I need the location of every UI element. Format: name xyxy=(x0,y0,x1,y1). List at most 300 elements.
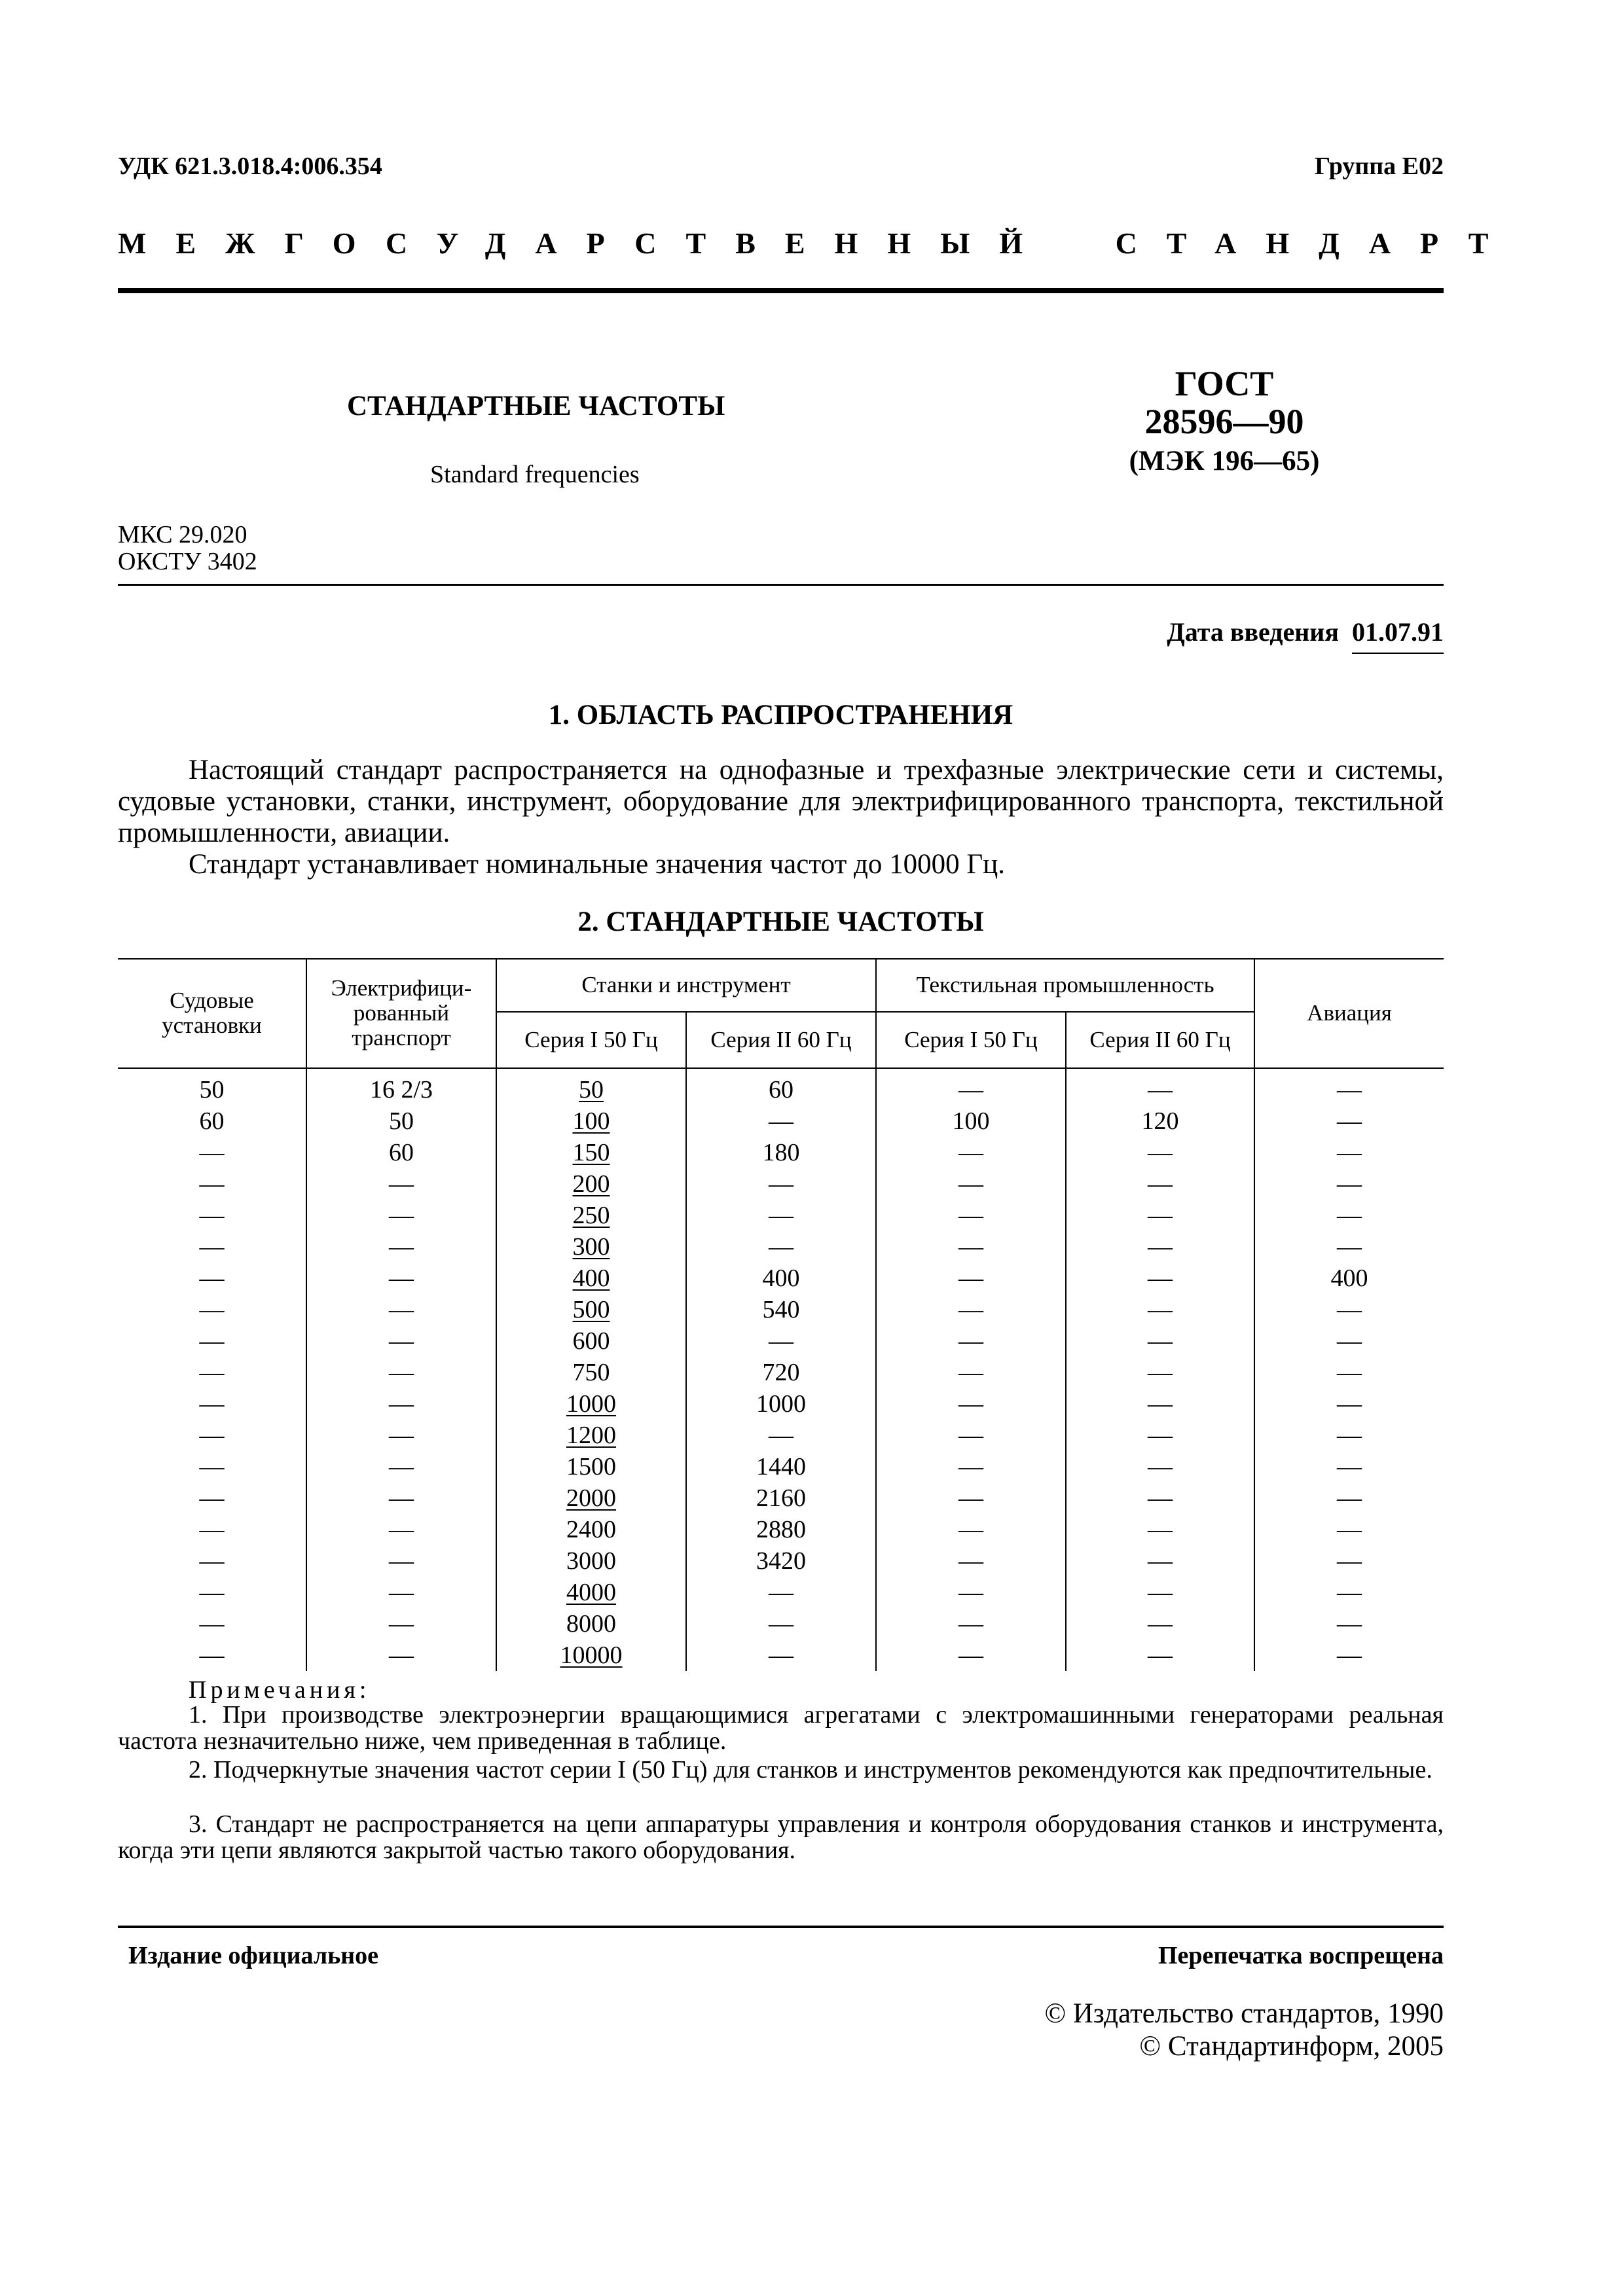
cell-machines-series1 xyxy=(496,1545,686,1577)
cell-value: 16 2/3 xyxy=(369,1076,433,1103)
table-row xyxy=(118,1294,1444,1325)
cell-transport xyxy=(306,1200,496,1231)
cell-value: — xyxy=(958,1076,983,1103)
cell-value: 150 xyxy=(572,1139,610,1166)
cell-value: — xyxy=(389,1233,414,1261)
cell-machines-series2 xyxy=(686,1388,876,1420)
cell-transport xyxy=(306,1451,496,1482)
cell-transport xyxy=(306,1294,496,1325)
cell-value: — xyxy=(958,1327,983,1355)
cell-machines-series2 xyxy=(686,1105,876,1137)
cell-machines-series1 xyxy=(496,1200,686,1231)
table-row xyxy=(118,1263,1444,1294)
cell-value: — xyxy=(389,1390,414,1418)
cell-textile-series1 xyxy=(876,1514,1066,1545)
header-ship: Судовые установки xyxy=(118,959,306,1068)
cell-textile-series1 xyxy=(876,1420,1066,1451)
cell-ship xyxy=(118,1105,306,1137)
cell-value: — xyxy=(1337,1547,1362,1575)
cell-value: 1440 xyxy=(756,1453,806,1480)
cell-value: 250 xyxy=(572,1202,610,1229)
cell-value: 180 xyxy=(762,1139,800,1166)
cell-textile-series2 xyxy=(1066,1388,1254,1420)
cell-textile-series1 xyxy=(876,1231,1066,1263)
top-thick-rule xyxy=(118,288,1444,293)
cell-ship xyxy=(118,1068,306,1105)
cell-value: — xyxy=(1337,1107,1362,1135)
section2-heading: 2. СТАНДАРТНЫЕ ЧАСТОТЫ xyxy=(577,906,984,937)
cell-value: — xyxy=(199,1516,225,1543)
cell-value: — xyxy=(199,1641,225,1669)
cell-value: 500 xyxy=(572,1296,610,1323)
cell-value: — xyxy=(389,1422,414,1449)
cell-ship xyxy=(118,1388,306,1420)
cell-textile-series2 xyxy=(1066,1577,1254,1608)
cell-value: 540 xyxy=(762,1296,800,1323)
cell-aviation xyxy=(1254,1231,1444,1263)
cell-value: 60 xyxy=(199,1107,225,1135)
note-3: 3. Стандарт не распространяется на цепи аппаратуры управления и контроля оборудования станков и инструмента, когда эти цепи являются закрытой частью такого оборудования. xyxy=(118,1810,1444,1864)
cell-value: 50 xyxy=(389,1107,414,1135)
cell-value: 2000 xyxy=(566,1484,616,1512)
cell-value: — xyxy=(1337,1579,1362,1606)
header-textile-series2: Серия II 60 Гц xyxy=(1066,1012,1254,1068)
table-row xyxy=(118,1105,1444,1137)
cell-aviation xyxy=(1254,1514,1444,1545)
cell-value: — xyxy=(1148,1453,1173,1480)
cell-value: — xyxy=(1148,1547,1173,1575)
cell-machines-series2 xyxy=(686,1168,876,1200)
cell-transport xyxy=(306,1068,496,1105)
cell-machines-series2 xyxy=(686,1545,876,1577)
cell-transport xyxy=(306,1105,496,1137)
cell-machines-series2 xyxy=(686,1482,876,1514)
cell-value: — xyxy=(769,1422,793,1449)
cell-value: 200 xyxy=(572,1170,610,1198)
cell-value: — xyxy=(769,1170,793,1198)
cell-value: 100 xyxy=(952,1107,990,1135)
table-row xyxy=(118,1388,1444,1420)
cell-value: 2400 xyxy=(566,1516,616,1543)
cell-transport xyxy=(306,1168,496,1200)
table-row xyxy=(118,1482,1444,1514)
cell-textile-series1 xyxy=(876,1325,1066,1357)
cell-aviation xyxy=(1254,1325,1444,1357)
cell-aviation xyxy=(1254,1420,1444,1451)
cell-textile-series2 xyxy=(1066,1294,1254,1325)
cell-transport xyxy=(306,1263,496,1294)
cell-machines-series1 xyxy=(496,1105,686,1137)
cell-textile-series2 xyxy=(1066,1608,1254,1640)
cell-value: — xyxy=(1148,1139,1173,1166)
cell-aviation xyxy=(1254,1545,1444,1577)
cell-ship xyxy=(118,1545,306,1577)
cell-value: — xyxy=(1148,1390,1173,1418)
cell-machines-series1 xyxy=(496,1263,686,1294)
cell-value: — xyxy=(1148,1076,1173,1103)
cell-value: 400 xyxy=(762,1265,800,1292)
cell-textile-series1 xyxy=(876,1263,1066,1294)
cell-textile-series1 xyxy=(876,1200,1066,1231)
cell-value: — xyxy=(1337,1139,1362,1166)
cell-aviation xyxy=(1254,1577,1444,1608)
cell-textile-series2 xyxy=(1066,1263,1254,1294)
okstu-code: ОКСТУ 3402 xyxy=(118,548,257,575)
header-machines-series1: Серия I 50 Гц xyxy=(496,1012,686,1068)
cell-aviation xyxy=(1254,1451,1444,1482)
cell-value: — xyxy=(1337,1453,1362,1480)
cell-value: — xyxy=(958,1547,983,1575)
cell-textile-series1 xyxy=(876,1388,1066,1420)
table-row xyxy=(118,1577,1444,1608)
cell-value: 2880 xyxy=(756,1516,806,1543)
cell-ship xyxy=(118,1577,306,1608)
cell-machines-series1 xyxy=(496,1294,686,1325)
cell-value: 2160 xyxy=(756,1484,806,1512)
cell-textile-series1 xyxy=(876,1137,1066,1168)
cell-value: — xyxy=(958,1453,983,1480)
cell-value: — xyxy=(769,1202,793,1229)
cell-machines-series2 xyxy=(686,1263,876,1294)
cell-value: — xyxy=(1148,1422,1173,1449)
cell-ship xyxy=(118,1420,306,1451)
cell-machines-series2 xyxy=(686,1068,876,1105)
cell-value: — xyxy=(1337,1076,1362,1103)
table-row xyxy=(118,1168,1444,1200)
cell-value: — xyxy=(199,1422,225,1449)
official-edition: Издание официальное xyxy=(128,1942,379,1969)
intro-date-value: 01.07.91 xyxy=(1352,617,1444,654)
cell-machines-series1 xyxy=(496,1577,686,1608)
cell-machines-series1 xyxy=(496,1482,686,1514)
header-machines: Станки и инструмент xyxy=(496,959,876,1012)
cell-value: 1500 xyxy=(566,1453,616,1480)
cell-value: — xyxy=(389,1202,414,1229)
cell-value: — xyxy=(958,1390,983,1418)
cell-textile-series2 xyxy=(1066,1420,1254,1451)
cell-value: — xyxy=(199,1547,225,1575)
cell-ship xyxy=(118,1263,306,1294)
cell-value: 720 xyxy=(762,1359,800,1386)
cell-value: — xyxy=(1337,1359,1362,1386)
cell-value: 750 xyxy=(572,1359,610,1386)
cell-value: — xyxy=(958,1139,983,1166)
frequency-table-body xyxy=(118,1068,1444,1671)
cell-value: — xyxy=(389,1547,414,1575)
cell-value: — xyxy=(958,1641,983,1669)
header-machines-series2: Серия II 60 Гц xyxy=(686,1012,876,1068)
cell-transport xyxy=(306,1137,496,1168)
table-row xyxy=(118,1451,1444,1482)
cell-textile-series2 xyxy=(1066,1640,1254,1671)
cell-value: 60 xyxy=(769,1076,793,1103)
cell-transport xyxy=(306,1577,496,1608)
cell-textile-series2 xyxy=(1066,1231,1254,1263)
cell-machines-series2 xyxy=(686,1420,876,1451)
iec-reference: (МЭК 196—65) xyxy=(1129,446,1320,476)
cell-value: — xyxy=(769,1610,793,1638)
cell-value: 10000 xyxy=(560,1641,623,1669)
cell-value: 1200 xyxy=(566,1422,616,1449)
cell-value: — xyxy=(199,1359,225,1386)
cell-aviation xyxy=(1254,1068,1444,1105)
cell-ship xyxy=(118,1514,306,1545)
cell-machines-series2 xyxy=(686,1451,876,1482)
cell-value: — xyxy=(389,1610,414,1638)
cell-machines-series1 xyxy=(496,1137,686,1168)
cell-value: — xyxy=(199,1610,225,1638)
cell-value: — xyxy=(1337,1641,1362,1669)
cell-value: — xyxy=(769,1107,793,1135)
cell-transport xyxy=(306,1608,496,1640)
cell-value: — xyxy=(769,1233,793,1261)
cell-value: — xyxy=(1148,1579,1173,1606)
table-row xyxy=(118,1137,1444,1168)
table-row xyxy=(118,1231,1444,1263)
cell-value: 50 xyxy=(579,1076,604,1103)
table-row xyxy=(118,1200,1444,1231)
cell-value: — xyxy=(389,1327,414,1355)
table-row xyxy=(118,1545,1444,1577)
cell-value: — xyxy=(958,1579,983,1606)
cell-value: — xyxy=(769,1641,793,1669)
cell-value: — xyxy=(1148,1202,1173,1229)
cell-aviation xyxy=(1254,1640,1444,1671)
cell-value: 400 xyxy=(1330,1265,1368,1292)
cell-value: — xyxy=(958,1265,983,1292)
cell-value: 300 xyxy=(572,1233,610,1261)
cell-value: 8000 xyxy=(566,1610,616,1638)
intro-date xyxy=(1167,617,1444,654)
document-title-english: Standard frequencies xyxy=(430,461,640,488)
cell-ship xyxy=(118,1137,306,1168)
section1-heading: 1. ОБЛАСТЬ РАСПРОСТРАНЕНИЯ xyxy=(548,700,1013,730)
cell-value: 3000 xyxy=(566,1547,616,1575)
cell-textile-series2 xyxy=(1066,1105,1254,1137)
cell-textile-series2 xyxy=(1066,1482,1254,1514)
table-row xyxy=(118,1357,1444,1388)
cell-ship xyxy=(118,1325,306,1357)
cell-aviation xyxy=(1254,1357,1444,1388)
cell-value: — xyxy=(1337,1233,1362,1261)
cell-aviation xyxy=(1254,1168,1444,1200)
cell-aviation xyxy=(1254,1137,1444,1168)
cell-value: — xyxy=(1337,1610,1362,1638)
header-aviation: Авиация xyxy=(1254,959,1444,1068)
cell-value: — xyxy=(958,1202,983,1229)
cell-textile-series1 xyxy=(876,1482,1066,1514)
gost-number: 28596—90 xyxy=(1144,402,1304,441)
cell-machines-series2 xyxy=(686,1640,876,1671)
group-code: Группа Е02 xyxy=(1314,152,1444,180)
udk-code: УДК 621.3.018.4:006.354 xyxy=(118,152,382,180)
cell-value: — xyxy=(1148,1516,1173,1543)
cell-value: — xyxy=(199,1296,225,1323)
table-row xyxy=(118,1420,1444,1451)
cell-value: — xyxy=(389,1170,414,1198)
cell-value: 400 xyxy=(572,1265,610,1292)
cell-value: — xyxy=(769,1327,793,1355)
cell-value: 1000 xyxy=(566,1390,616,1418)
cell-textile-series2 xyxy=(1066,1451,1254,1482)
cell-transport xyxy=(306,1325,496,1357)
cell-transport xyxy=(306,1388,496,1420)
cell-value: — xyxy=(769,1579,793,1606)
cell-value: — xyxy=(1337,1202,1362,1229)
cell-transport xyxy=(306,1357,496,1388)
cell-value: — xyxy=(958,1484,983,1512)
cell-aviation xyxy=(1254,1200,1444,1231)
cell-machines-series1 xyxy=(496,1068,686,1105)
cell-textile-series2 xyxy=(1066,1168,1254,1200)
cell-transport xyxy=(306,1231,496,1263)
cell-machines-series1 xyxy=(496,1325,686,1357)
cell-value: — xyxy=(1337,1170,1362,1198)
cell-textile-series1 xyxy=(876,1357,1066,1388)
cell-value: — xyxy=(1337,1390,1362,1418)
cell-value: — xyxy=(199,1139,225,1166)
cell-value: — xyxy=(389,1453,414,1480)
cell-value: — xyxy=(199,1327,225,1355)
cell-ship xyxy=(118,1294,306,1325)
cell-value: — xyxy=(199,1233,225,1261)
cell-value: — xyxy=(389,1265,414,1292)
cell-value: — xyxy=(199,1170,225,1198)
cell-machines-series1 xyxy=(496,1388,686,1420)
cell-value: — xyxy=(389,1296,414,1323)
cell-textile-series1 xyxy=(876,1608,1066,1640)
cell-value: 1000 xyxy=(756,1390,806,1418)
copyright-2005: © Стандартинформ, 2005 xyxy=(1139,2031,1444,2062)
cell-aviation xyxy=(1254,1263,1444,1294)
cell-textile-series1 xyxy=(876,1640,1066,1671)
cell-textile-series2 xyxy=(1066,1137,1254,1168)
cell-machines-series2 xyxy=(686,1577,876,1608)
cell-machines-series1 xyxy=(496,1420,686,1451)
cell-value: — xyxy=(1148,1170,1173,1198)
cell-aviation xyxy=(1254,1608,1444,1640)
table-row xyxy=(118,1640,1444,1671)
cell-value: — xyxy=(1337,1327,1362,1355)
cell-ship xyxy=(118,1451,306,1482)
cell-textile-series2 xyxy=(1066,1068,1254,1105)
cell-textile-series2 xyxy=(1066,1545,1254,1577)
table-row xyxy=(118,1325,1444,1357)
section1-paragraph1: Настоящий стандарт распространяется на однофазные и трехфазные электрические сети и системы, судовые установки, станки, инструмент, оборудование для электрифицированного транспорта, текстильной промышленности, авиации. xyxy=(118,755,1444,848)
table-row xyxy=(118,1068,1444,1105)
cell-machines-series2 xyxy=(686,1200,876,1231)
notes-title: Примечания: xyxy=(189,1676,371,1704)
footer-rule xyxy=(118,1926,1444,1928)
cell-textile-series1 xyxy=(876,1168,1066,1200)
note-1: 1. При производстве электроэнергии вращающимися агрегатами с электромашинными генераторами реальная частота незначительно ниже, чем приведенная в таблице. xyxy=(118,1701,1444,1755)
cell-textile-series1 xyxy=(876,1545,1066,1577)
section1-paragraph2: Стандарт устанавливает номинальные значения частот до 10000 Гц. xyxy=(189,849,1006,880)
cell-textile-series2 xyxy=(1066,1357,1254,1388)
cell-textile-series1 xyxy=(876,1068,1066,1105)
cell-value: — xyxy=(1148,1484,1173,1512)
cell-value: — xyxy=(389,1484,414,1512)
cell-value: 3420 xyxy=(756,1547,806,1575)
cell-ship xyxy=(118,1482,306,1514)
cell-aviation xyxy=(1254,1294,1444,1325)
cell-transport xyxy=(306,1514,496,1545)
header-textile-series1: Серия I 50 Гц xyxy=(876,1012,1066,1068)
cell-value: — xyxy=(1337,1516,1362,1543)
cell-machines-series1 xyxy=(496,1231,686,1263)
cell-textile-series2 xyxy=(1066,1325,1254,1357)
table-row xyxy=(118,1514,1444,1545)
cell-machines-series2 xyxy=(686,1137,876,1168)
cell-value: — xyxy=(1148,1265,1173,1292)
cell-textile-series1 xyxy=(876,1577,1066,1608)
header-textile: Текстильная промышленность xyxy=(876,959,1254,1012)
cell-machines-series1 xyxy=(496,1608,686,1640)
cell-value: 60 xyxy=(389,1139,414,1166)
cell-value: — xyxy=(1337,1484,1362,1512)
cell-value: — xyxy=(1337,1422,1362,1449)
cell-value: — xyxy=(958,1233,983,1261)
frequency-table xyxy=(118,959,1444,1671)
cell-machines-series2 xyxy=(686,1608,876,1640)
cell-machines-series2 xyxy=(686,1514,876,1545)
note-2: 2. Подчеркнутые значения частот серии I (50 Гц) для станков и инструментов рекомендуются как предпочтительные. xyxy=(189,1756,1432,1784)
cell-value: — xyxy=(389,1641,414,1669)
cell-machines-series1 xyxy=(496,1514,686,1545)
cell-ship xyxy=(118,1231,306,1263)
cell-machines-series2 xyxy=(686,1231,876,1263)
cell-transport xyxy=(306,1482,496,1514)
cell-textile-series1 xyxy=(876,1105,1066,1137)
cell-machines-series2 xyxy=(686,1357,876,1388)
cell-value: — xyxy=(1148,1359,1173,1386)
cell-ship xyxy=(118,1608,306,1640)
cell-value: — xyxy=(958,1170,983,1198)
cell-value: — xyxy=(958,1610,983,1638)
cell-value: — xyxy=(1148,1641,1173,1669)
cell-value: — xyxy=(389,1579,414,1606)
copyright-1990: © Издательство стандартов, 1990 xyxy=(1044,1998,1444,2029)
cell-value: — xyxy=(199,1265,225,1292)
cell-ship xyxy=(118,1168,306,1200)
cell-value: — xyxy=(199,1453,225,1480)
cell-value: — xyxy=(389,1516,414,1543)
cell-machines-series1 xyxy=(496,1640,686,1671)
cell-value: — xyxy=(958,1516,983,1543)
cell-value: — xyxy=(1148,1610,1173,1638)
cell-transport xyxy=(306,1545,496,1577)
table-row xyxy=(118,1608,1444,1640)
cell-machines-series2 xyxy=(686,1294,876,1325)
cell-transport xyxy=(306,1420,496,1451)
cell-value: — xyxy=(1148,1296,1173,1323)
intro-date-label: Дата введения xyxy=(1167,617,1339,647)
cell-value: — xyxy=(1148,1233,1173,1261)
interstate-standard-banner: МЕЖГОСУДАРСТВЕННЫЙ СТАНДАРТ xyxy=(118,226,1518,260)
classification-rule xyxy=(118,584,1444,586)
cell-machines-series1 xyxy=(496,1168,686,1200)
cell-value: 100 xyxy=(572,1107,610,1135)
header-transport: Электрифици-рованный транспорт xyxy=(306,959,496,1068)
document-title: СТАНДАРТНЫЕ ЧАСТОТЫ xyxy=(347,391,725,422)
cell-value: — xyxy=(958,1296,983,1323)
cell-value: — xyxy=(958,1359,983,1386)
cell-value: — xyxy=(389,1359,414,1386)
mks-code: МКС 29.020 xyxy=(118,521,247,548)
cell-ship xyxy=(118,1357,306,1388)
cell-machines-series1 xyxy=(496,1357,686,1388)
cell-value: 4000 xyxy=(566,1579,616,1606)
